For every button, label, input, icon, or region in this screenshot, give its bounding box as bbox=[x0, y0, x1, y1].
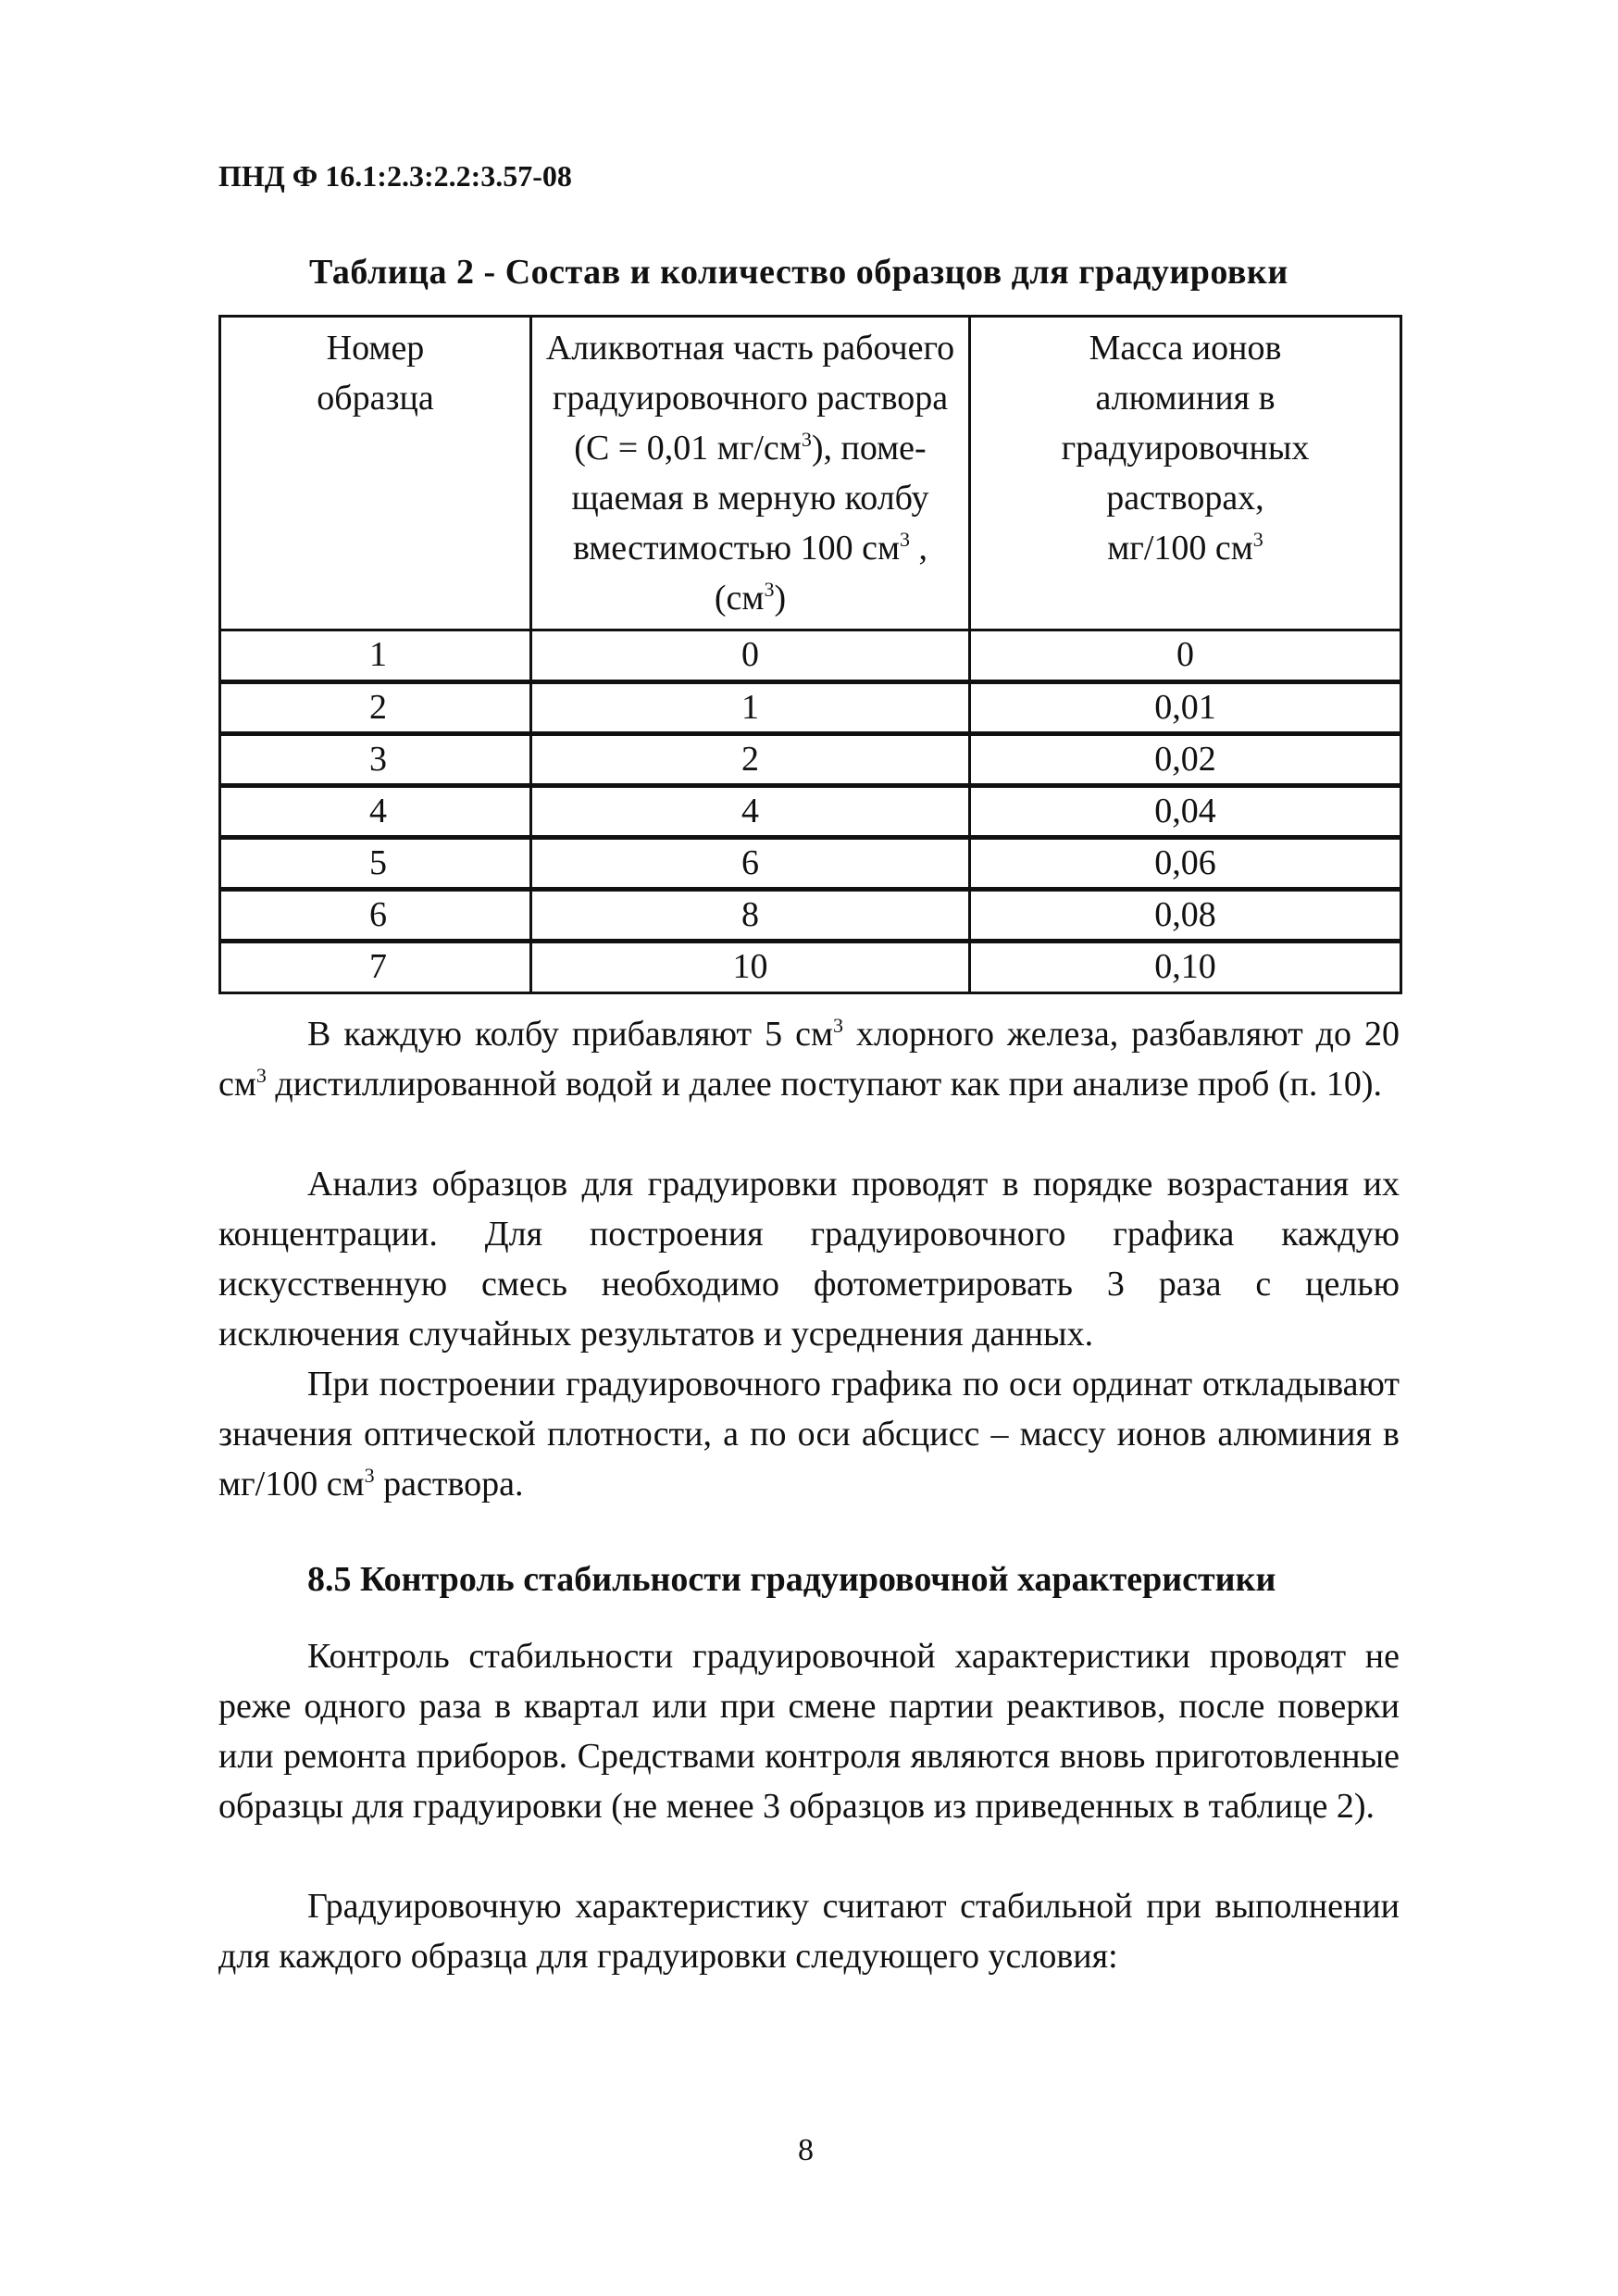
paragraph-reagents bbox=[218, 1009, 1400, 1109]
table-row bbox=[220, 682, 1401, 734]
cell-aliquot: 6 bbox=[531, 838, 970, 890]
header-text: растворах, bbox=[1106, 479, 1264, 518]
superscript: 3 bbox=[833, 1014, 844, 1037]
cell-sample-number: 3 bbox=[220, 734, 531, 786]
cell-mass: 0 bbox=[970, 630, 1401, 682]
header-text: , bbox=[910, 529, 928, 568]
section-heading: 8.5 Контроль стабильности градуировочной характеристики bbox=[307, 1560, 1276, 1599]
table-row bbox=[220, 630, 1401, 682]
cell-aliquot: 2 bbox=[531, 734, 970, 786]
header-text: ), поме- bbox=[811, 429, 927, 468]
header-text: градуировочного раствора bbox=[552, 379, 949, 418]
table-row bbox=[220, 942, 1401, 993]
cell-aliquot: 0 bbox=[531, 630, 970, 682]
superscript: 3 bbox=[364, 1464, 375, 1487]
superscript: 3 bbox=[801, 428, 812, 451]
cell-sample-number: 4 bbox=[220, 786, 531, 838]
paragraph-text: раствора. bbox=[374, 1465, 524, 1504]
table-row bbox=[220, 786, 1401, 838]
cell-sample-number: 7 bbox=[220, 942, 531, 993]
table-row bbox=[220, 890, 1401, 942]
header-text: Номер bbox=[326, 329, 425, 368]
header-text: образца bbox=[317, 379, 434, 418]
paragraph-analysis-order bbox=[218, 1159, 1400, 1359]
paragraph-text: Градуировочную характеристику считают стабильной при выполнении для каждого образца для градуировки следующего условия: bbox=[218, 1887, 1400, 1976]
paragraph-text: Контроль стабильности градуировочной характеристики проводят не реже одного раза в квартал или при смене партии реактивов, после поверки или ремонта приборов. Средствами контроля являются вновь приготовленные образцы для градуировки (не менее 3 образцов из приведенных в таблице 2). bbox=[218, 1637, 1400, 1826]
header-sample-number bbox=[220, 317, 531, 630]
cell-aliquot: 10 bbox=[531, 942, 970, 993]
cell-sample-number: 1 bbox=[220, 630, 531, 682]
cell-sample-number: 5 bbox=[220, 838, 531, 890]
cell-aliquot: 1 bbox=[531, 682, 970, 734]
header-aluminium-mass bbox=[970, 317, 1401, 630]
cell-mass: 0,10 bbox=[970, 942, 1401, 993]
superscript: 3 bbox=[1252, 528, 1263, 551]
header-text: щаемая в мерную колбу bbox=[571, 479, 929, 518]
header-text: градуировочных bbox=[1061, 429, 1310, 468]
header-text: мг/100 см bbox=[1107, 529, 1253, 568]
paragraph-text: хлорного железа, разбавляют до 20 см bbox=[218, 1015, 1400, 1104]
page-number: 8 bbox=[798, 2133, 814, 2167]
header-text: (см bbox=[714, 579, 765, 618]
paragraph-text: Анализ образцов для градуировки проводят в порядке возрастания их концентрации. Для построения градуировочного графика каждую искусственную смесь необходимо фотометрировать 3 раза с целью исключения случайных результатов и усреднения данных. bbox=[218, 1165, 1400, 1354]
table-row bbox=[220, 838, 1401, 890]
header-text: вместимостью 100 см bbox=[572, 529, 901, 568]
document-code: ПНД Ф 16.1:2.3:2.2:3.57-08 bbox=[218, 159, 572, 193]
paragraph-stability-condition bbox=[218, 1881, 1400, 1981]
header-text: Масса ионов bbox=[1089, 329, 1282, 368]
header-text: алюминия в bbox=[1095, 379, 1276, 418]
header-text: (С = 0,01 мг/см bbox=[574, 429, 802, 468]
paragraph-text: При построении градуировочного графика по оси ординат откладывают значения оптической плотности, а по оси абсцисс – массу ионов алюминия в мг/100 см bbox=[218, 1365, 1400, 1504]
cell-aliquot: 8 bbox=[531, 890, 970, 942]
header-aliquot bbox=[531, 317, 970, 630]
superscript: 3 bbox=[900, 528, 911, 551]
superscript: 3 bbox=[255, 1064, 267, 1087]
cell-mass: 0,08 bbox=[970, 890, 1401, 942]
paragraph-stability-control bbox=[218, 1631, 1400, 1831]
table-title: Таблица 2 - Состав и количество образцов для градуировки bbox=[309, 253, 1288, 292]
calibration-table bbox=[218, 315, 1402, 994]
cell-mass: 0,02 bbox=[970, 734, 1401, 786]
paragraph-text: дистиллированной водой и далее поступают как при анализе проб (п. 10). bbox=[266, 1065, 1383, 1104]
cell-mass: 0,06 bbox=[970, 838, 1401, 890]
paragraph-text: В каждую колбу прибавляют 5 см bbox=[307, 1015, 834, 1054]
cell-sample-number: 2 bbox=[220, 682, 531, 734]
header-text: Аликвотная часть рабочего bbox=[545, 329, 955, 368]
superscript: 3 bbox=[764, 578, 775, 601]
table-header-row bbox=[220, 317, 1401, 630]
paragraph-graph-axes bbox=[218, 1359, 1400, 1509]
cell-mass: 0,04 bbox=[970, 786, 1401, 838]
cell-mass: 0,01 bbox=[970, 682, 1401, 734]
cell-aliquot: 4 bbox=[531, 786, 970, 838]
header-text: ) bbox=[774, 579, 787, 618]
table-row bbox=[220, 734, 1401, 786]
cell-sample-number: 6 bbox=[220, 890, 531, 942]
